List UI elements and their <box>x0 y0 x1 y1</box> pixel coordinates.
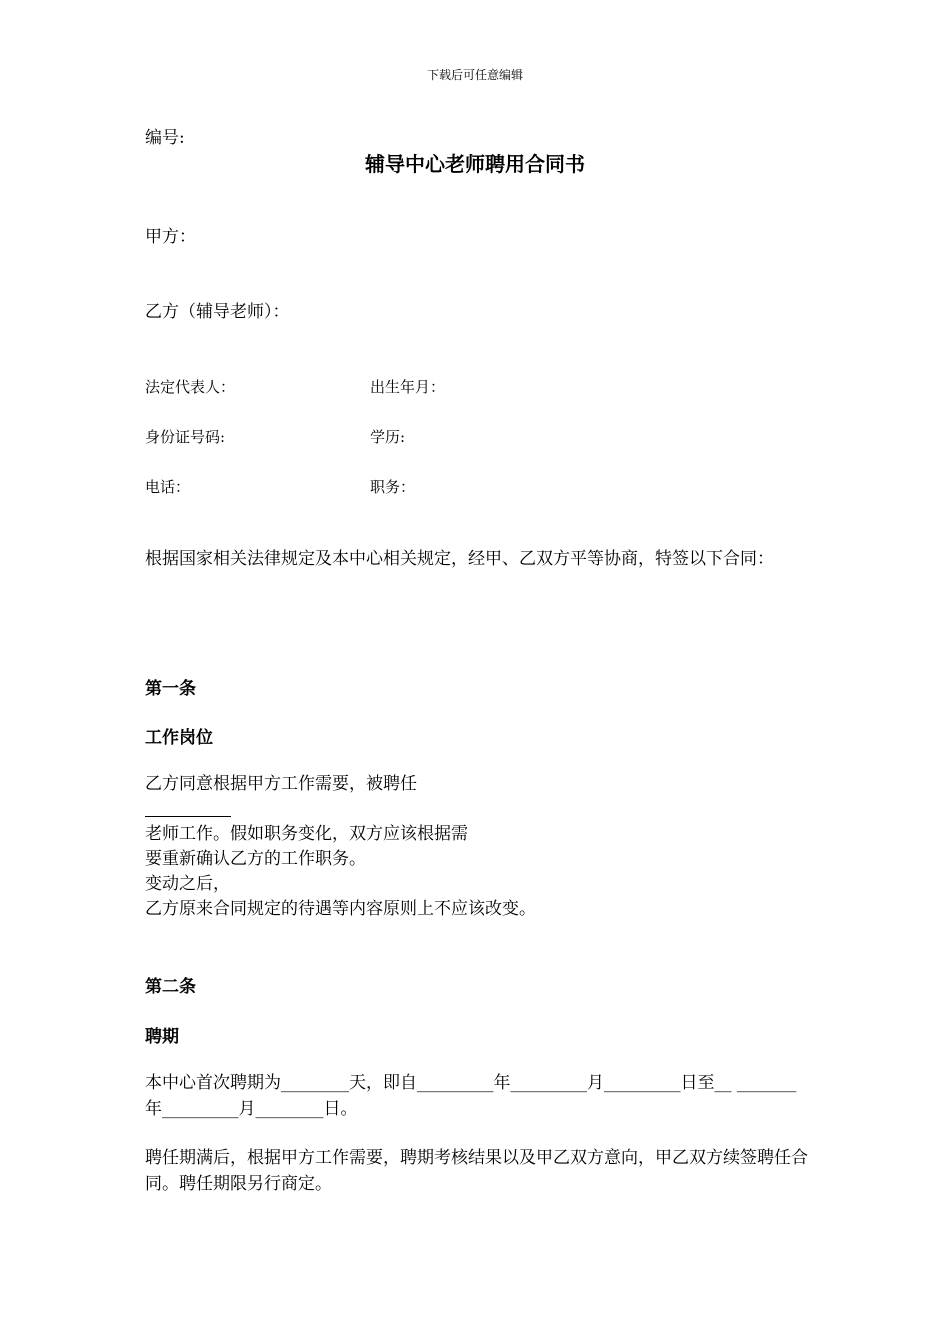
field-education: 学历: <box>370 428 406 446</box>
party-a-label: 甲方： <box>145 227 196 247</box>
field-id-number: 身份证号码: <box>145 428 226 446</box>
field-birth-date: 出生年月： <box>370 378 446 396</box>
article-1-heading: 工作岗位 <box>145 728 213 748</box>
article-1-line-1: 乙方同意根据甲方工作需要，被聘任 <box>145 774 417 794</box>
article-1-number: 第一条 <box>145 679 196 699</box>
field-legal-representative: 法定代表人： <box>145 378 236 396</box>
article-1-line-5: 乙方原来合同规定的待遇等内容原则上不应该改变。 <box>145 899 536 919</box>
document-title: 辅导中心老师聘用合同书 <box>365 152 585 176</box>
page-header-note: 下载后可任意编辑 <box>426 68 523 82</box>
article-1-line-4: 变动之后， <box>145 874 230 894</box>
intro-paragraph: 根据国家相关法律规定及本中心相关规定，经甲、乙双方平等协商，特签以下合同： <box>145 549 774 569</box>
field-phone: 电话： <box>145 478 191 496</box>
article-2-number: 第二条 <box>145 977 196 997</box>
article-2-paragraph-1: 本中心首次聘期为________天，即自_________年_________月_________日至__ _______年_________月________日。 <box>145 1073 797 1119</box>
contract-number-label: 编号: <box>145 128 185 148</box>
field-position: 职务： <box>370 478 416 496</box>
article-1-line-3: 要重新确认乙方的工作职务。 <box>145 849 366 869</box>
fill-in-blank-line <box>145 816 231 817</box>
article-2-heading: 聘期 <box>145 1027 179 1047</box>
article-1-line-2: 老师工作。假如职务变化，双方应该根据需 <box>145 824 468 844</box>
party-b-label: 乙方（辅导老师）： <box>145 302 290 322</box>
article-2-paragraph-2: 聘任期满后，根据甲方工作需要，聘期考核结果以及甲乙双方意向，甲乙双方续签聘任合同。聘任期限另行商定。 <box>145 1148 808 1194</box>
